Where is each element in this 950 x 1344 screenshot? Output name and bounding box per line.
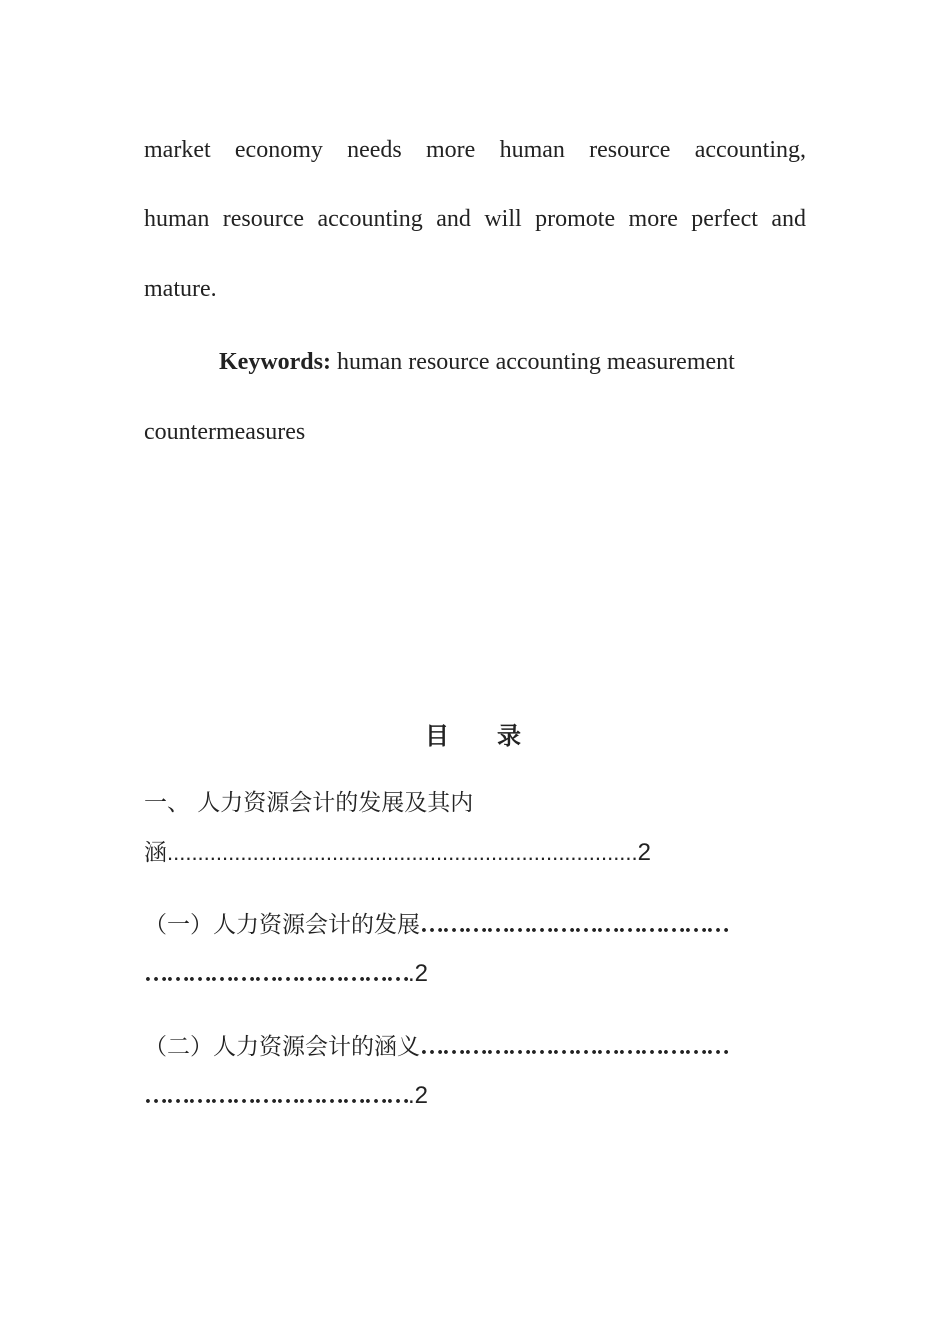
keywords-text: human resource accounting measurement bbox=[336, 349, 735, 375]
toc-entry-1-leader: ............................................................................. bbox=[167, 840, 638, 865]
toc-entry-1-page: 2 bbox=[637, 839, 652, 866]
abstract-line-2: human resource accounting and will promote more perfect and bbox=[144, 206, 806, 232]
abstract-line-3: mature. bbox=[144, 276, 217, 302]
keywords-line-2: countermeasures bbox=[144, 419, 306, 445]
toc-entry-3-page: .2 bbox=[408, 1082, 429, 1109]
toc-entry-2-line-1[interactable] bbox=[144, 910, 728, 940]
toc-entry-2-line-2[interactable] bbox=[144, 959, 428, 989]
keywords-line bbox=[219, 347, 735, 377]
toc-entry-1-line-1: 一、 人力资源会计的发展及其内 bbox=[144, 790, 474, 816]
keywords-label: Keywords: bbox=[219, 349, 331, 375]
toc-entry-1-text: 涵 bbox=[144, 840, 167, 866]
toc-entry-3-line-1[interactable] bbox=[144, 1032, 728, 1062]
toc-entry-2-page: .2 bbox=[408, 960, 429, 987]
toc-entry-2-text: （一）人力资源会计的发展 bbox=[144, 912, 420, 938]
toc-title: 目 录 bbox=[425, 722, 521, 750]
toc-entry-3-text: （二）人力资源会计的涵义 bbox=[144, 1034, 420, 1060]
toc-entry-1-line-2[interactable] bbox=[144, 838, 651, 868]
toc-entry-3-leader: …………………………………… bbox=[420, 1034, 728, 1060]
toc-entry-2-leader: …………………………………… bbox=[420, 912, 728, 938]
toc-entry-3-leader-2: ……………………………… bbox=[144, 1083, 408, 1109]
toc-entry-2-leader-2: ……………………………… bbox=[144, 961, 408, 987]
toc-entry-3-line-2[interactable] bbox=[144, 1081, 428, 1111]
abstract-line-1: market economy needs more human resource accounting, bbox=[144, 137, 806, 163]
